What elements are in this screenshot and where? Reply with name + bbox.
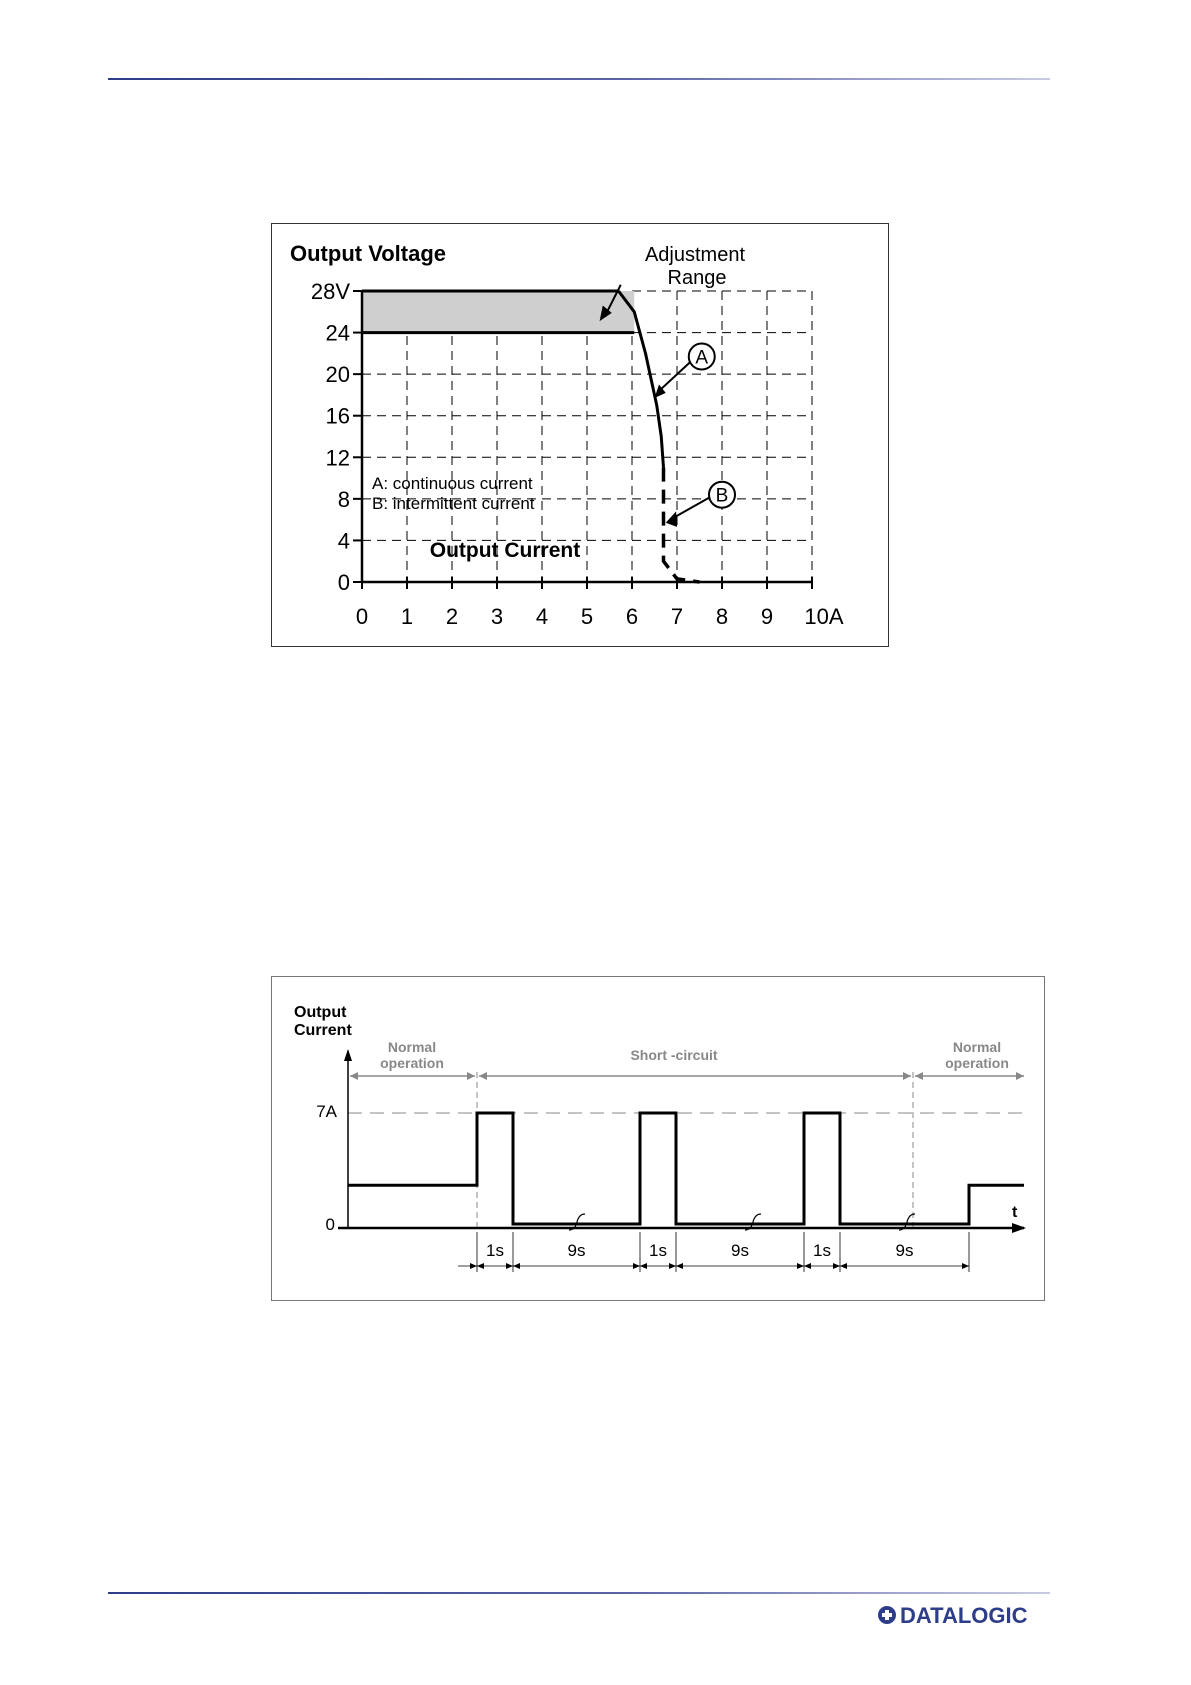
duration-label-4: 1s [813, 1241, 831, 1260]
short-circuit-timing-chart [272, 977, 1046, 1302]
axes [353, 291, 812, 589]
phase-label-normal-start-1: Normal [387, 1039, 437, 1055]
y-tick-7a: 7A [316, 1102, 337, 1121]
y-tick-label-20: 20 [325, 362, 350, 388]
x-tick-label-4: 4 [535, 604, 549, 629]
phase-arrow-normal-end-head-right [1016, 1072, 1024, 1080]
phase-label-normal-end-2: operation [945, 1055, 1009, 1071]
x-tick-label-6: 6 [625, 604, 639, 629]
short-circuit-figure [271, 976, 1045, 1301]
phase-arrow-short-circuit-head-left [479, 1072, 487, 1080]
y-axis-label-2: Current [294, 1022, 352, 1039]
x-tick-label-1: 1 [400, 604, 414, 629]
current-waveform-line [348, 1113, 1024, 1224]
y-tick-0: 0 [325, 1215, 335, 1234]
x-tick-label-0: 0 [355, 604, 369, 629]
y-tick-label-4: 4 [337, 528, 350, 554]
duration-dimensions [458, 1232, 969, 1272]
duration-label-1: 9s [567, 1241, 586, 1260]
y-tick-label-24: 24 [325, 320, 350, 346]
dimension-arrow-in-4 [669, 1263, 676, 1269]
voltage-current-chart [272, 224, 890, 648]
duration-label-2: 1s [649, 1241, 667, 1260]
adjustment-range-label-1: Adjustment [644, 244, 746, 266]
time-axis-arrowhead [1012, 1223, 1026, 1233]
phase-arrow-normal-start-head-right [467, 1072, 475, 1080]
y-tick-label-8: 8 [337, 486, 350, 512]
y-axis-label-1: Output [294, 1004, 347, 1021]
series-markers [655, 343, 736, 526]
y-tick-label-12: 12 [325, 445, 350, 471]
dimension-arrow-out-1 [477, 1263, 484, 1269]
phase-label-normal-end-1: Normal [952, 1039, 1002, 1055]
adjustment-range-band [362, 285, 634, 333]
dimension-arrow-out-5 [804, 1263, 811, 1269]
header-rule [108, 78, 1050, 80]
series-curves [619, 291, 700, 582]
guide-lines [348, 1072, 1024, 1228]
duration-label-0: 1s [486, 1241, 504, 1260]
dimension-arrow-in-5 [797, 1263, 804, 1269]
phase-label-normal-start-2: operation [380, 1055, 444, 1071]
legend-entry-b: B: intermittent current [372, 494, 535, 513]
chart-title: Output Voltage [290, 241, 447, 266]
phase-arrow-normal-start-head-left [350, 1072, 358, 1080]
legend-entry-a: A: continuous current [372, 474, 533, 493]
x-axis-label: Output Current [429, 539, 581, 562]
phase-label-short-circuit: Short -circuit [630, 1047, 718, 1063]
adjustment-range-fill [362, 291, 634, 333]
dimension-arrow-out-4 [676, 1263, 683, 1269]
dimension-arrow-out-6 [840, 1263, 847, 1269]
marker-b-arrowhead [666, 511, 677, 527]
x-tick-label-10: 10A [804, 604, 844, 629]
dimension-arrow-in-2 [506, 1263, 513, 1269]
adjustment-range-label-2: Range [667, 267, 727, 289]
dimension-arrow-out-2 [513, 1263, 520, 1269]
dimension-arrow-out-3 [640, 1263, 647, 1269]
voltage-current-figure [271, 223, 889, 647]
x-tick-label-8: 8 [715, 604, 729, 629]
dimension-arrow-in-6 [833, 1263, 840, 1269]
brand-wordmark: DATALOGIC [900, 1603, 1028, 1628]
dimension-arrow-in-1 [470, 1263, 477, 1269]
current-axis-arrowhead [344, 1049, 352, 1061]
datalogic-logo [876, 1600, 1052, 1630]
footer-rule [108, 1592, 1050, 1594]
phase-arrow-normal-end-head-left [915, 1072, 923, 1080]
dimension-arrow-in-7 [962, 1263, 969, 1269]
logo-mark-icon [878, 1606, 896, 1624]
y-tick-label-28: 28V [310, 279, 350, 304]
marker-b-label: B [715, 485, 729, 507]
marker-a-label: A [695, 347, 709, 369]
x-tick-label-7: 7 [670, 604, 684, 629]
current-waveform [348, 1113, 1024, 1230]
series-line-b [664, 468, 700, 582]
x-tick-label-9: 9 [760, 604, 774, 629]
x-tick-label-3: 3 [490, 604, 504, 629]
x-tick-label-5: 5 [580, 604, 594, 629]
phase-arrow-short-circuit-head-right [903, 1072, 911, 1080]
duration-label-3: 9s [731, 1241, 749, 1260]
time-axis-label: t [1012, 1204, 1018, 1221]
x-tick-label-2: 2 [445, 604, 459, 629]
duration-label-5: 9s [895, 1241, 914, 1260]
y-tick-label-16: 16 [325, 403, 350, 429]
marker-a-pointer [658, 362, 690, 391]
dimension-arrow-in-3 [633, 1263, 640, 1269]
y-tick-label-0: 0 [337, 570, 350, 595]
